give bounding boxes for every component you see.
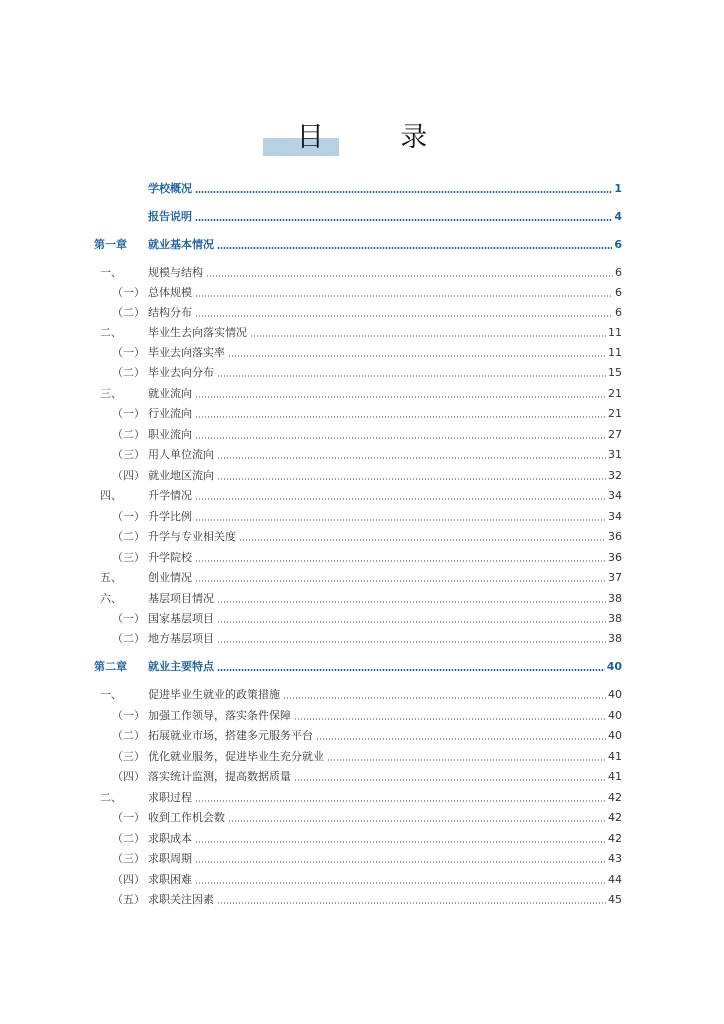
toc-entry-label: 行业流向 bbox=[148, 407, 192, 420]
toc-entry-page: 27 bbox=[608, 428, 622, 441]
toc-entry-number: （一） bbox=[112, 709, 145, 722]
toc-entry[interactable] bbox=[94, 465, 622, 483]
toc-entry-number: 第二章 bbox=[94, 660, 127, 673]
toc-dot-leader bbox=[195, 295, 613, 297]
toc-entry[interactable] bbox=[94, 848, 622, 866]
toc-entry-number: （一） bbox=[112, 346, 145, 359]
toc-entry-page: 40 bbox=[608, 688, 622, 701]
toc-entry[interactable] bbox=[94, 424, 622, 442]
toc-entry-number: 四、 bbox=[100, 489, 122, 502]
toc-entry-number: （一） bbox=[112, 407, 145, 420]
toc-entry-page: 42 bbox=[608, 811, 622, 824]
toc-entry-page: 38 bbox=[608, 612, 622, 625]
toc-entry-label: 升学院校 bbox=[148, 551, 192, 564]
toc-entry[interactable] bbox=[94, 547, 622, 565]
toc-dot-leader bbox=[327, 759, 606, 761]
toc-entry[interactable] bbox=[94, 684, 622, 702]
toc-entry-number: （一） bbox=[112, 510, 145, 523]
toc-entry[interactable] bbox=[94, 282, 622, 300]
toc-entry-number: 第一章 bbox=[94, 238, 127, 251]
toc-entry-page: 42 bbox=[608, 832, 622, 845]
toc-dot-leader bbox=[195, 560, 606, 562]
toc-entry-page: 4 bbox=[614, 210, 622, 223]
toc-dot-leader bbox=[217, 902, 606, 904]
toc-entry-number: （三） bbox=[112, 448, 145, 461]
toc-entry[interactable] bbox=[94, 362, 622, 380]
toc-entry[interactable] bbox=[94, 588, 622, 606]
title-block bbox=[0, 122, 724, 154]
toc-entry-page: 34 bbox=[608, 489, 622, 502]
toc-entry-number: 二、 bbox=[100, 791, 122, 804]
toc-dot-leader bbox=[195, 315, 613, 317]
toc-entry-page: 36 bbox=[608, 530, 622, 543]
toc-entry[interactable] bbox=[94, 766, 622, 784]
toc-entry-label: 就业地区流向 bbox=[148, 469, 214, 482]
toc-entry-label: 基层项目情况 bbox=[148, 592, 214, 605]
toc-entry-number: （四） bbox=[112, 469, 145, 482]
toc-entry-page: 45 bbox=[608, 893, 622, 906]
toc-entry[interactable] bbox=[94, 889, 622, 907]
toc-entry-number: （二） bbox=[112, 306, 145, 319]
toc-dot-leader bbox=[217, 669, 605, 671]
toc-entry[interactable] bbox=[94, 608, 622, 626]
toc-entry-number: （二） bbox=[112, 832, 145, 845]
toc-dot-leader bbox=[294, 779, 606, 781]
toc-entry-number: 五、 bbox=[100, 571, 122, 584]
toc-entry-number: （二） bbox=[112, 530, 145, 543]
toc-entry-label: 就业基本情况 bbox=[148, 238, 214, 251]
toc-entry-number: （二） bbox=[112, 366, 145, 379]
toc-dot-leader bbox=[228, 355, 606, 357]
toc-entry[interactable] bbox=[94, 206, 622, 224]
toc-dot-leader bbox=[250, 335, 606, 337]
toc-entry[interactable] bbox=[94, 705, 622, 723]
toc-entry-label: 报告说明 bbox=[148, 210, 192, 223]
toc-entry-page: 38 bbox=[608, 592, 622, 605]
toc-entry-number: （一） bbox=[112, 811, 145, 824]
toc-dot-leader bbox=[195, 841, 606, 843]
toc-dot-leader bbox=[195, 498, 606, 500]
toc-entry-label: 学校概况 bbox=[148, 182, 192, 195]
toc-dot-leader bbox=[206, 275, 613, 277]
toc-entry-label: 求职成本 bbox=[148, 832, 192, 845]
toc-entry-page: 38 bbox=[608, 632, 622, 645]
toc-entry-number: （三） bbox=[112, 551, 145, 564]
toc-entry-label: 就业主要特点 bbox=[148, 660, 214, 673]
toc-dot-leader bbox=[195, 191, 612, 193]
toc-entry-label: 结构分布 bbox=[148, 306, 192, 319]
toc-entry-number: 一、 bbox=[100, 688, 122, 701]
toc-dot-leader bbox=[217, 457, 606, 459]
toc-dot-leader bbox=[195, 396, 606, 398]
toc-entry[interactable] bbox=[94, 506, 622, 524]
toc-entry[interactable] bbox=[94, 234, 622, 252]
toc-entry-label: 国家基层项目 bbox=[148, 612, 214, 625]
toc-dot-leader bbox=[239, 539, 606, 541]
page-title-text: 目 录 bbox=[296, 122, 462, 153]
toc-entry[interactable] bbox=[94, 869, 622, 887]
toc-entry-number: （二） bbox=[112, 632, 145, 645]
toc-entry[interactable] bbox=[94, 322, 622, 340]
toc-entry-number: （四） bbox=[112, 770, 145, 783]
toc-entry-label: 总体规模 bbox=[148, 286, 192, 299]
toc-entry-label: 求职周期 bbox=[148, 852, 192, 865]
toc-entry[interactable] bbox=[94, 178, 622, 196]
toc-dot-leader bbox=[217, 621, 606, 623]
toc-entry-page: 34 bbox=[608, 510, 622, 523]
toc-entry-number: 六、 bbox=[100, 592, 122, 605]
toc-entry[interactable] bbox=[94, 526, 622, 544]
toc-entry-page: 37 bbox=[608, 571, 622, 584]
toc-entry-number: （三） bbox=[112, 852, 145, 865]
toc-entry[interactable] bbox=[94, 567, 622, 585]
toc-entry-label: 加强工作领导，落实条件保障 bbox=[148, 709, 291, 722]
toc-entry-label: 规模与结构 bbox=[148, 266, 203, 279]
toc-entry-number: （五） bbox=[112, 893, 145, 906]
toc-entry-number: （二） bbox=[112, 729, 145, 742]
toc-entry-label: 升学情况 bbox=[148, 489, 192, 502]
toc-dot-leader bbox=[294, 718, 606, 720]
toc-entry-label: 落实统计监测，提高数据质量 bbox=[148, 770, 291, 783]
toc-entry-label: 用人单位流向 bbox=[148, 448, 214, 461]
toc-dot-leader bbox=[195, 437, 606, 439]
toc-entry-page: 31 bbox=[608, 448, 622, 461]
toc-entry[interactable] bbox=[94, 403, 622, 421]
toc-entry-page: 41 bbox=[608, 750, 622, 763]
toc-entry-label: 升学与专业相关度 bbox=[148, 530, 236, 543]
toc-entry-page: 41 bbox=[608, 770, 622, 783]
toc-entry[interactable] bbox=[94, 485, 622, 503]
toc-entry[interactable] bbox=[94, 342, 622, 360]
toc-entry-page: 40 bbox=[608, 709, 622, 722]
toc-entry-page: 6 bbox=[615, 286, 622, 299]
toc-dot-leader bbox=[195, 861, 606, 863]
toc-entry-label: 求职过程 bbox=[148, 791, 192, 804]
toc-entry-page: 1 bbox=[614, 182, 622, 195]
toc-entry-number: （三） bbox=[112, 750, 145, 763]
toc-entry-label: 求职关注因素 bbox=[148, 893, 214, 906]
toc-entry[interactable] bbox=[94, 302, 622, 320]
toc-entry-page: 11 bbox=[608, 326, 622, 339]
toc-dot-leader bbox=[217, 375, 606, 377]
toc-entry-page: 15 bbox=[608, 366, 622, 379]
toc-entry-number: （二） bbox=[112, 428, 145, 441]
toc-entry[interactable] bbox=[94, 828, 622, 846]
toc-entry-page: 11 bbox=[608, 346, 622, 359]
toc-entry-label: 拓展就业市场，搭建多元服务平台 bbox=[148, 729, 313, 742]
toc-entry-label: 毕业生去向落实情况 bbox=[148, 326, 247, 339]
toc-dot-leader bbox=[195, 800, 606, 802]
toc-entry-page: 32 bbox=[608, 469, 622, 482]
toc-entry-page: 44 bbox=[608, 873, 622, 886]
page-title bbox=[263, 122, 462, 154]
toc-dot-leader bbox=[195, 519, 606, 521]
toc-entry-label: 收到工作机会数 bbox=[148, 811, 225, 824]
toc-entry-label: 职业流向 bbox=[148, 428, 192, 441]
toc-entry-page: 40 bbox=[608, 729, 622, 742]
toc-entry-page: 43 bbox=[608, 852, 622, 865]
toc-dot-leader bbox=[316, 738, 606, 740]
toc-entry-number: （一） bbox=[112, 286, 145, 299]
toc-dot-leader bbox=[217, 478, 606, 480]
toc-entry-page: 6 bbox=[614, 238, 622, 251]
toc-entry-number: （四） bbox=[112, 873, 145, 886]
toc-entry[interactable] bbox=[94, 725, 622, 743]
toc-entry[interactable] bbox=[94, 787, 622, 805]
toc-entry-page: 6 bbox=[615, 306, 622, 319]
toc-entry-label: 就业流向 bbox=[148, 387, 192, 400]
toc-dot-leader bbox=[217, 641, 606, 643]
toc-dot-leader bbox=[195, 580, 606, 582]
toc-entry-label: 优化就业服务，促进毕业生充分就业 bbox=[148, 750, 324, 763]
toc-entry-page: 21 bbox=[608, 387, 622, 400]
toc-entry-label: 毕业去向落实率 bbox=[148, 346, 225, 359]
toc-dot-leader bbox=[195, 219, 612, 221]
toc-entry-label: 创业情况 bbox=[148, 571, 192, 584]
toc-dot-leader bbox=[217, 247, 612, 249]
toc-entry-page: 36 bbox=[608, 551, 622, 564]
toc-dot-leader bbox=[195, 416, 606, 418]
toc-entry[interactable] bbox=[94, 444, 622, 462]
toc-entry-number: 一、 bbox=[100, 266, 122, 279]
toc-entry-number: 二、 bbox=[100, 326, 122, 339]
toc-entry[interactable] bbox=[94, 383, 622, 401]
toc-entry-page: 42 bbox=[608, 791, 622, 804]
toc-entry[interactable] bbox=[94, 746, 622, 764]
toc-entry-number: （一） bbox=[112, 612, 145, 625]
toc-dot-leader bbox=[283, 697, 606, 699]
toc-entry-label: 升学比例 bbox=[148, 510, 192, 523]
toc-entry[interactable] bbox=[94, 628, 622, 646]
toc-entry-page: 6 bbox=[615, 266, 622, 279]
toc-dot-leader bbox=[195, 882, 606, 884]
toc-entry-page: 40 bbox=[606, 660, 622, 673]
toc-entry-label: 促进毕业生就业的政策措施 bbox=[148, 688, 280, 701]
toc-entry-label: 求职困难 bbox=[148, 873, 192, 886]
toc-entry[interactable] bbox=[94, 262, 622, 280]
toc-entry[interactable] bbox=[94, 807, 622, 825]
toc-entry-page: 21 bbox=[608, 407, 622, 420]
toc-dot-leader bbox=[217, 601, 606, 603]
toc-entry-number: 三、 bbox=[100, 387, 122, 400]
toc-entry[interactable] bbox=[94, 656, 622, 674]
toc-entry-label: 地方基层项目 bbox=[148, 632, 214, 645]
toc-entry-label: 毕业去向分布 bbox=[148, 366, 214, 379]
toc-dot-leader bbox=[228, 820, 606, 822]
